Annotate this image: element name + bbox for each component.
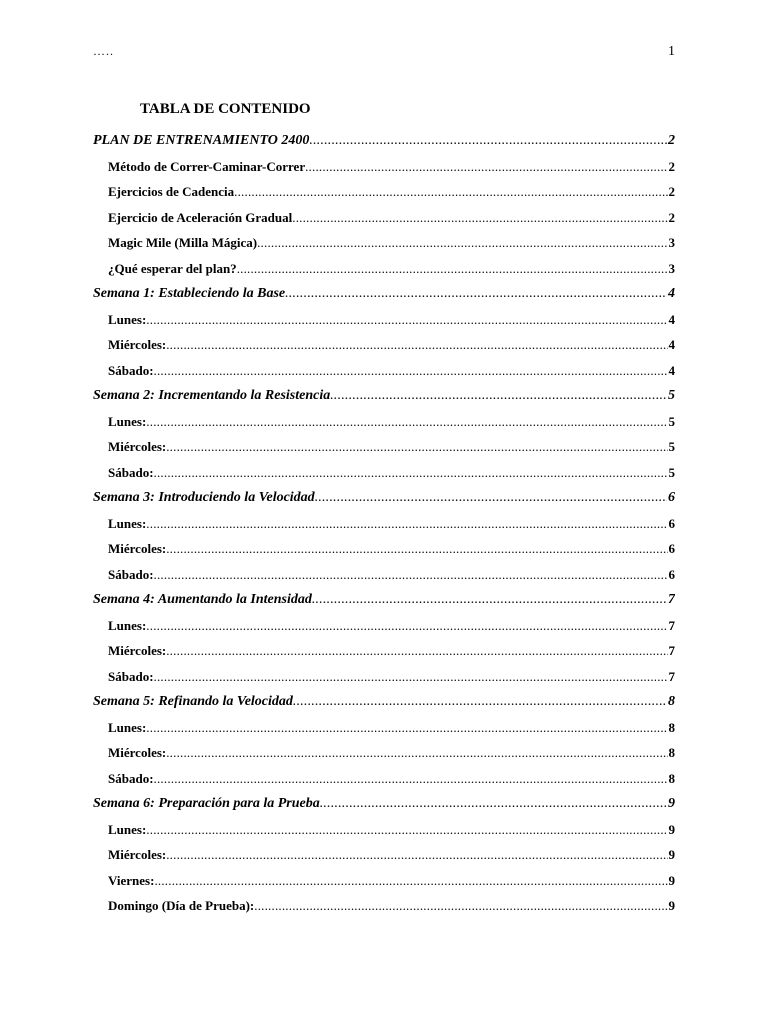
toc-dot-leader	[237, 256, 668, 282]
toc-entry-label: Miércoles:	[108, 337, 167, 352]
toc-entry-page-number: 2	[668, 133, 675, 148]
toc-dot-leader	[154, 358, 668, 384]
toc-entry-page-number: 8	[668, 694, 675, 709]
toc-subsection-link[interactable]	[93, 817, 675, 843]
toc-entry-page-number: 9	[668, 847, 675, 862]
toc-list-item	[93, 587, 675, 613]
toc-entry-page-number: 5	[668, 464, 675, 480]
toc-list-item	[93, 179, 675, 205]
toc-entry-page-number: 6	[668, 490, 675, 505]
toc-entry-page-number: 9	[668, 872, 675, 888]
toc-entry-page-number: 5	[668, 388, 675, 403]
toc-list-item	[93, 817, 675, 843]
toc-subsection-link[interactable]	[93, 434, 675, 460]
toc-dot-leader	[254, 893, 667, 919]
toc-entry-page-number: 8	[668, 770, 675, 786]
toc-entry-label: Semana 2: Incrementando la Resistencia	[93, 388, 331, 403]
toc-entry-page-number: 4	[668, 311, 675, 327]
toc-entry-page-number: 5	[668, 413, 675, 429]
toc-list-item	[93, 485, 675, 511]
toc-entry-label: Semana 3: Introduciendo la Velocidad	[93, 490, 315, 505]
toc-dot-leader	[154, 562, 668, 588]
toc-entry-page-number: 2	[668, 158, 675, 174]
toc-entry-label: PLAN DE ENTRENAMIENTO 2400	[93, 133, 310, 148]
toc-list-item	[93, 893, 675, 919]
toc-subsection-link[interactable]	[93, 664, 675, 690]
toc-dot-leader	[309, 128, 667, 154]
toc-subsection-link[interactable]	[93, 536, 675, 562]
toc-entry-page-number: 9	[668, 898, 675, 913]
toc-section-link[interactable]	[93, 587, 675, 613]
toc-section-link[interactable]	[93, 383, 675, 409]
toc-entry-page-number: 6	[668, 541, 675, 556]
toc-dot-leader	[154, 460, 668, 486]
toc-dot-leader	[166, 332, 667, 358]
toc-subsection-link[interactable]	[93, 715, 675, 741]
toc-subsection-link[interactable]	[93, 230, 675, 256]
toc-entry-page-number: 7	[668, 592, 675, 607]
toc-dot-leader	[285, 281, 667, 307]
toc-entry-page-number: 8	[668, 745, 675, 760]
toc-list-item	[93, 842, 675, 868]
toc-dot-leader	[330, 383, 667, 409]
toc-dot-leader	[166, 740, 667, 766]
toc-subsection-link[interactable]	[93, 562, 675, 588]
toc-section-link[interactable]	[93, 791, 675, 817]
toc-entry-label: Sábado:	[108, 362, 154, 378]
toc-dot-leader	[146, 613, 667, 639]
toc-list-item	[93, 358, 675, 384]
toc-dot-leader	[154, 868, 667, 894]
toc-subsection-link[interactable]	[93, 842, 675, 868]
toc-entry-label: Viernes:	[108, 872, 155, 888]
toc-entry-label: Método de Correr-Caminar-Correr	[108, 158, 306, 174]
toc-list-item	[93, 664, 675, 690]
toc-entry-page-number: 3	[668, 260, 675, 276]
toc-subsection-link[interactable]	[93, 307, 675, 333]
toc-subsection-link[interactable]	[93, 154, 675, 180]
toc-title: TABLA DE CONTENIDO	[140, 101, 311, 117]
toc-subsection-link[interactable]	[93, 460, 675, 486]
toc-entry-page-number: 9	[668, 796, 675, 811]
table-of-contents	[93, 128, 675, 919]
toc-list-item	[93, 638, 675, 664]
toc-entry-label: Ejercicios de Cadencia	[108, 184, 235, 199]
toc-entry-page-number: 3	[668, 235, 675, 250]
toc-entry-page-number: 7	[668, 668, 675, 684]
toc-list-item	[93, 434, 675, 460]
toc-subsection-link[interactable]	[93, 511, 675, 537]
toc-entry-label: Lunes:	[108, 515, 147, 531]
toc-dot-leader	[166, 638, 667, 664]
toc-dot-leader	[146, 715, 667, 741]
toc-section-link[interactable]	[93, 281, 675, 307]
toc-entry-page-number: 6	[668, 515, 675, 531]
toc-subsection-link[interactable]	[93, 893, 675, 919]
toc-entry-label: Sábado:	[108, 566, 154, 582]
toc-entry-label: Miércoles:	[108, 439, 167, 454]
toc-subsection-link[interactable]	[93, 409, 675, 435]
toc-list-item	[93, 230, 675, 256]
toc-list-item	[93, 740, 675, 766]
toc-entry-label: Sábado:	[108, 770, 154, 786]
toc-dot-leader	[154, 664, 668, 690]
toc-dot-leader	[234, 179, 667, 205]
toc-entry-label: Semana 1: Estableciendo la Base	[93, 286, 286, 301]
toc-entry-label: Lunes:	[108, 311, 147, 327]
toc-dot-leader	[166, 434, 667, 460]
toc-dot-leader	[166, 842, 667, 868]
toc-list-item	[93, 205, 675, 231]
toc-section-link[interactable]	[93, 128, 675, 154]
toc-dot-leader	[292, 205, 667, 231]
toc-entry-label: Lunes:	[108, 719, 147, 735]
toc-list-item	[93, 511, 675, 537]
toc-entry-label: Sábado:	[108, 464, 154, 480]
toc-list-item	[93, 562, 675, 588]
toc-subsection-link[interactable]	[93, 205, 675, 231]
toc-entry-page-number: 9	[668, 821, 675, 837]
toc-dot-leader	[320, 791, 667, 817]
toc-entry-page-number: 7	[668, 643, 675, 658]
toc-list-item	[93, 409, 675, 435]
toc-entry-label: Lunes:	[108, 821, 147, 837]
page-header	[93, 44, 675, 64]
toc-subsection-link[interactable]	[93, 332, 675, 358]
toc-list-item	[93, 154, 675, 180]
toc-entry-page-number: 4	[668, 337, 675, 352]
toc-list-item	[93, 536, 675, 562]
toc-entry-label: Lunes:	[108, 413, 147, 429]
toc-entry-page-number: 6	[668, 566, 675, 582]
toc-list-item	[93, 281, 675, 307]
toc-dot-leader	[257, 230, 667, 256]
toc-entry-page-number: 5	[668, 439, 675, 454]
toc-entry-label: Sábado:	[108, 668, 154, 684]
toc-entry-label: Domingo (Día de Prueba):	[108, 898, 255, 913]
toc-list-item	[93, 868, 675, 894]
toc-entry-label: Semana 6: Preparación para la Prueba	[93, 796, 320, 811]
toc-list-item	[93, 689, 675, 715]
toc-dot-leader	[146, 817, 667, 843]
toc-dot-leader	[312, 587, 667, 613]
page-number: 1	[668, 44, 675, 59]
toc-entry-label: Miércoles:	[108, 643, 167, 658]
toc-list-item	[93, 715, 675, 741]
toc-dot-leader	[305, 154, 667, 180]
toc-section-link[interactable]	[93, 689, 675, 715]
toc-entry-page-number: 8	[668, 719, 675, 735]
header-mark: …..	[93, 44, 114, 58]
toc-subsection-link[interactable]	[93, 740, 675, 766]
toc-list-item	[93, 128, 675, 154]
toc-entry-page-number: 4	[668, 362, 675, 378]
toc-list-item	[93, 460, 675, 486]
toc-entry-page-number: 7	[668, 617, 675, 633]
toc-entry-page-number: 2	[668, 209, 675, 225]
toc-list-item	[93, 613, 675, 639]
toc-subsection-link[interactable]	[93, 613, 675, 639]
toc-list-item	[93, 766, 675, 792]
toc-list-item	[93, 383, 675, 409]
toc-subsection-link[interactable]	[93, 766, 675, 792]
toc-entry-label: Semana 5: Refinando la Velocidad	[93, 694, 293, 709]
toc-entry-label: Ejercicio de Aceleración Gradual	[108, 209, 293, 225]
toc-entry-label: Miércoles:	[108, 847, 167, 862]
toc-entry-label: Magic Mile (Milla Mágica)	[108, 235, 258, 250]
toc-dot-leader	[293, 689, 667, 715]
toc-dot-leader	[315, 485, 667, 511]
toc-entry-page-number: 2	[668, 184, 675, 199]
toc-dot-leader	[146, 511, 667, 537]
toc-list-item	[93, 307, 675, 333]
toc-dot-leader	[154, 766, 668, 792]
toc-section-link[interactable]	[93, 485, 675, 511]
toc-entry-label: Miércoles:	[108, 541, 167, 556]
toc-list-item	[93, 791, 675, 817]
toc-subsection-link[interactable]	[93, 868, 675, 894]
toc-dot-leader	[146, 409, 667, 435]
toc-subsection-link[interactable]	[93, 256, 675, 282]
toc-entry-label: Lunes:	[108, 617, 147, 633]
toc-list-item	[93, 332, 675, 358]
toc-entry-label: Semana 4: Aumentando la Intensidad	[93, 592, 312, 607]
toc-entry-label: Miércoles:	[108, 745, 167, 760]
toc-entry-label: ¿Qué esperar del plan?	[108, 260, 237, 276]
toc-dot-leader	[146, 307, 667, 333]
toc-entry-page-number: 4	[668, 286, 675, 301]
toc-subsection-link[interactable]	[93, 358, 675, 384]
toc-dot-leader	[166, 536, 667, 562]
toc-subsection-link[interactable]	[93, 638, 675, 664]
toc-list-item	[93, 256, 675, 282]
toc-subsection-link[interactable]	[93, 179, 675, 205]
